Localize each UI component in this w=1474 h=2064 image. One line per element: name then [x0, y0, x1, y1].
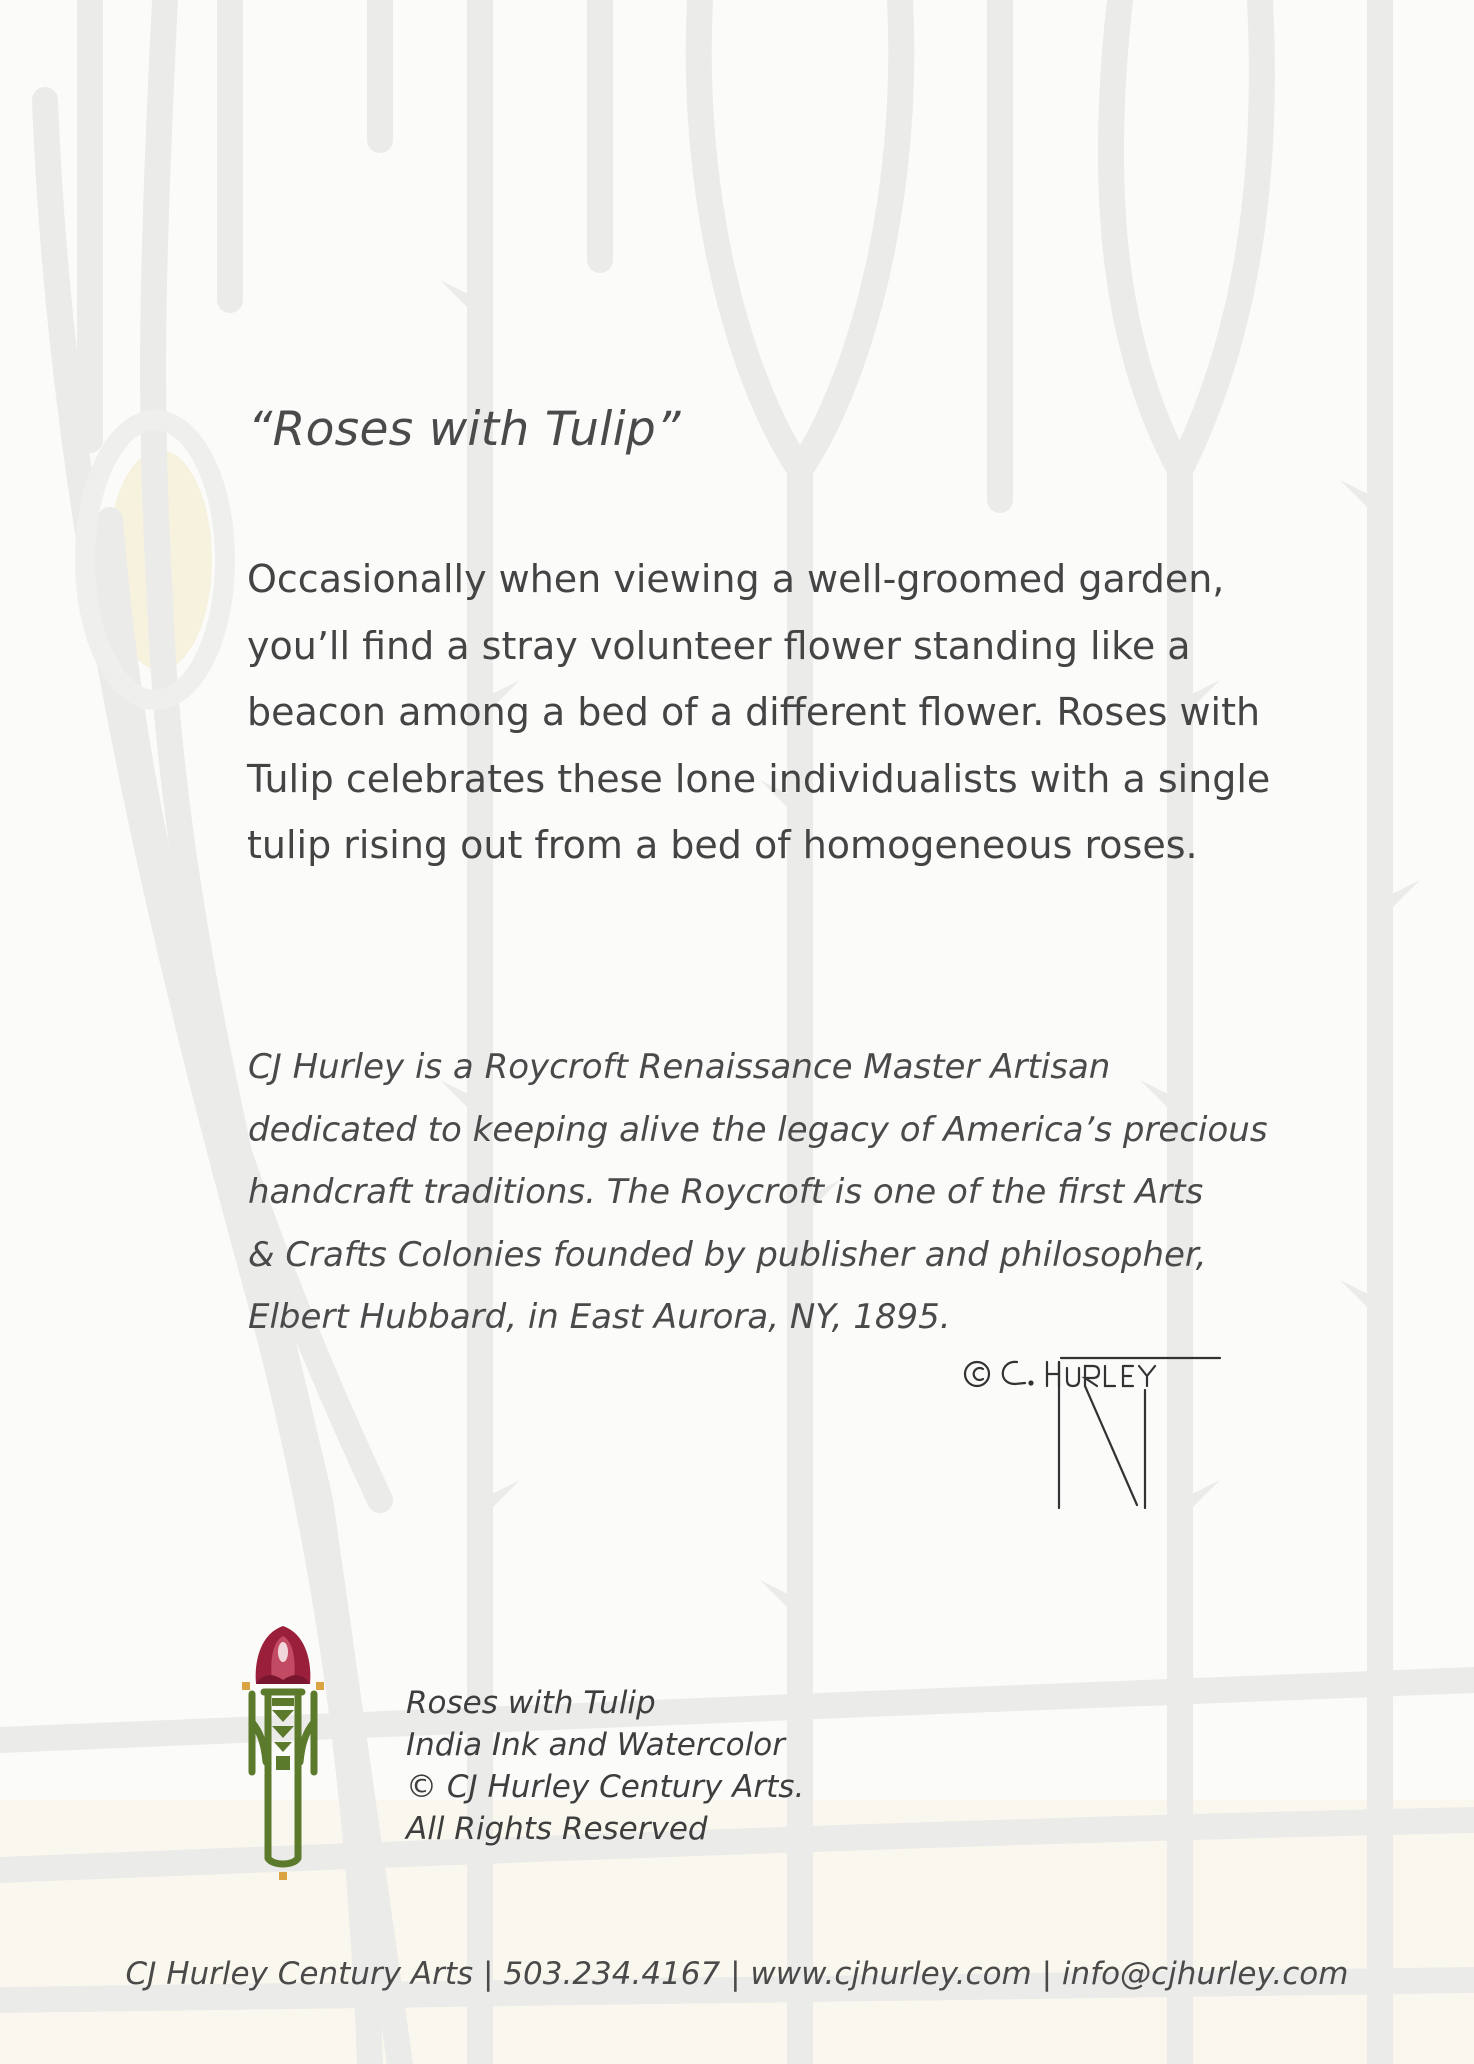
footer-separator: |	[473, 1956, 504, 1992]
credit-rights: All Rights Reserved	[406, 1811, 708, 1847]
bio-line: CJ Hurley is a Roycroft Renaissance Master Artisan	[248, 1047, 1111, 1087]
artwork-title: “Roses with Tulip”	[248, 402, 681, 457]
footer-phone: 503.234.4167	[503, 1956, 721, 1992]
artist-bio	[248, 1036, 1308, 1349]
artwork-description	[247, 546, 1307, 879]
bio-line: dedicated to keeping alive the legacy of America’s precious	[248, 1109, 1268, 1150]
footer-separator: |	[1031, 1956, 1062, 1992]
credit-medium: India Ink and Watercolor	[406, 1727, 785, 1763]
roycroft-tulip-logo-icon	[242, 1622, 324, 1882]
footer-company: CJ Hurley Century Arts	[125, 1956, 474, 1992]
bio-line: Elbert Hubbard, in East Aurora, NY, 1895.	[248, 1297, 951, 1337]
description-line: Occasionally when viewing a well-groomed garden,	[247, 557, 1225, 601]
description-line: beacon among a bed of a different flower. Roses with	[247, 690, 1261, 734]
footer-website-link[interactable]: www.cjhurley.com	[750, 1956, 1032, 1992]
description-line: Tulip celebrates these lone individualists with a single	[247, 756, 1271, 801]
bio-line: & Crafts Colonies founded by publisher and philosopher,	[248, 1234, 1207, 1275]
description-line: tulip rising out from a bed of homogeneous roses.	[247, 823, 1198, 867]
footer-email-link[interactable]: info@cjhurley.com	[1061, 1956, 1349, 1992]
artwork-credits	[406, 1682, 804, 1850]
credit-title: Roses with Tulip	[406, 1685, 656, 1721]
contact-footer	[0, 1956, 1474, 1992]
footer-separator: |	[720, 1956, 751, 1992]
bio-line: handcraft traditions. The Roycroft is one of the first Arts	[248, 1172, 1204, 1212]
artist-signature	[955, 1350, 1225, 1520]
credit-copyright: © CJ Hurley Century Arts.	[406, 1769, 805, 1805]
description-line: you’ll find a stray volunteer flower standing like a	[247, 623, 1191, 668]
